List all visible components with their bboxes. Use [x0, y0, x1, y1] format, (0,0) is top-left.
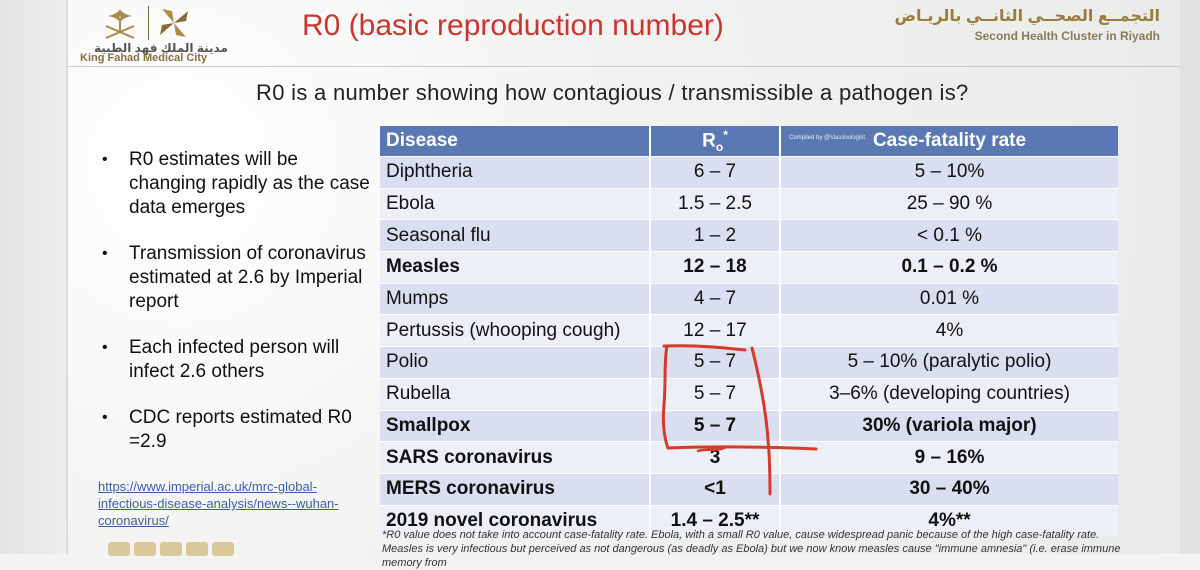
header-r0-star: *	[723, 127, 728, 142]
r0-cell: 6 – 7	[650, 157, 780, 189]
header-r0	[650, 126, 780, 157]
imperial-report-link[interactable]: https://www.imperial.ac.uk/mrc-global-infectious-disease-analysis/news--wuhan-coronavirus/	[98, 479, 339, 528]
left-frame	[0, 0, 68, 554]
disease-cell: MERS coronavirus	[380, 473, 650, 505]
table-row	[380, 252, 1118, 284]
right-frame	[1180, 0, 1200, 554]
r0-cell: 1.5 – 2.5	[650, 188, 780, 220]
table-row	[380, 315, 1118, 347]
health-cluster-logo	[894, 6, 1160, 43]
page-title: R0 (basic reproduction number)	[302, 9, 724, 42]
disease-cell: Diphtheria	[380, 157, 650, 189]
kfmc-flower-icon	[156, 5, 192, 41]
disease-cell: Polio	[380, 347, 650, 379]
cfr-cell: 0.1 – 0.2 %	[780, 252, 1118, 284]
r0-cell: 5 – 7	[650, 410, 780, 442]
r0-cell: 12 – 17	[650, 315, 780, 347]
r0-cell: 5 – 7	[650, 378, 780, 410]
bottom-logo-icon	[108, 542, 130, 556]
table-row	[380, 410, 1118, 442]
r0-cell: 4 – 7	[650, 283, 780, 315]
table-row	[380, 473, 1118, 505]
header-r0-main: R	[702, 130, 716, 152]
table-row	[380, 378, 1118, 410]
disease-cell: Seasonal flu	[380, 220, 650, 252]
r0-cell: 12 – 18	[650, 252, 780, 284]
header-divider	[68, 66, 1180, 67]
bottom-logo-icon	[160, 542, 182, 556]
table-row	[380, 188, 1118, 220]
kfmc-english-name: King Fahad Medical City	[80, 52, 208, 64]
cfr-cell: < 0.1 %	[780, 220, 1118, 252]
table-row	[380, 347, 1118, 379]
disease-cell: Pertussis (whooping cough)	[380, 315, 650, 347]
r0-cell: 1 – 2	[650, 220, 780, 252]
table-row	[380, 283, 1118, 315]
header-disease: Disease	[380, 126, 650, 157]
disease-cell: Smallpox	[380, 410, 650, 442]
bottom-logo-icon	[212, 542, 234, 556]
health-cluster-arabic: التجمــع الصحــي الثانــي بالريـاض	[894, 8, 1160, 25]
r0-table	[380, 126, 1118, 536]
palm-swords-emblem-icon	[98, 6, 142, 42]
table-row	[380, 157, 1118, 189]
table-row	[380, 220, 1118, 252]
cfr-cell: 0.01 %	[780, 283, 1118, 315]
cfr-cell: 4%**	[780, 505, 1118, 536]
cfr-cell: 9 – 16%	[780, 442, 1118, 474]
kfmc-arabic-name: مدينة الملك فهد الطبية	[94, 41, 228, 55]
disease-cell: Measles	[380, 252, 650, 284]
bullet-list	[100, 148, 370, 476]
bullet-item: • CDC reports estimated R0 =2.9	[100, 406, 370, 454]
bottom-logo-icon	[134, 542, 156, 556]
disease-cell: Rubella	[380, 378, 650, 410]
header-r0-sub: o	[715, 140, 724, 155]
disease-cell: SARS coronavirus	[380, 442, 650, 474]
cfr-cell: 5 – 10%	[780, 157, 1118, 189]
table-footnote: *R0 value does not take into account case-fatality rate. Ebola, with a small R0 value, cause widespread panic because of the high case-fatality rate. Measles is very infectious but perceived as not dangerous (as deadly as Ebola) but we now know measles cause "immune amnesia" (i.e. erase immune memory from	[382, 529, 1121, 569]
table-header-row	[380, 126, 1118, 157]
r0-cell: <1	[650, 473, 780, 505]
r0-cell: 3	[650, 442, 780, 474]
bullet-item: • Each infected person will infect 2.6 others	[100, 336, 370, 384]
bottom-logo-icon	[186, 542, 208, 556]
r0-cell: 1.4 – 2.5**	[650, 505, 780, 536]
disease-cell: Ebola	[380, 188, 650, 220]
cfr-cell: 4%	[780, 315, 1118, 347]
bullet-item: • R0 estimates will be changing rapidly as the case data emerges	[100, 148, 370, 220]
kfmc-logo	[68, 0, 263, 68]
r0-cell: 5 – 7	[650, 347, 780, 379]
header-cfr	[780, 126, 1118, 157]
cfr-cell: 5 – 10% (paralytic polio)	[780, 347, 1118, 379]
slide-subtitle: R0 is a number showing how contagious / transmissible a pathogen is?	[256, 80, 969, 105]
cfr-cell: 30% (variola major)	[780, 410, 1118, 442]
table-body	[380, 157, 1118, 537]
health-cluster-english: Second Health Cluster in Riyadh	[974, 29, 1160, 43]
compiled-by-credit: Compiled by @Vaccinologist	[789, 135, 866, 141]
r0-table-container	[380, 126, 1118, 536]
bottom-logo-strip	[108, 542, 234, 554]
header-cfr-label: Case-fatality rate	[872, 130, 1027, 151]
cfr-cell: 3–6% (developing countries)	[780, 378, 1118, 410]
table-row	[380, 442, 1118, 474]
bullet-item: • Transmission of coronavirus estimated at 2.6 by Imperial report	[100, 242, 370, 314]
disease-cell: 2019 novel coronavirus	[380, 505, 650, 536]
cfr-cell: 25 – 90 %	[780, 188, 1118, 220]
cfr-cell: 30 – 40%	[780, 473, 1118, 505]
disease-cell: Mumps	[380, 283, 650, 315]
logo-divider	[148, 6, 149, 40]
